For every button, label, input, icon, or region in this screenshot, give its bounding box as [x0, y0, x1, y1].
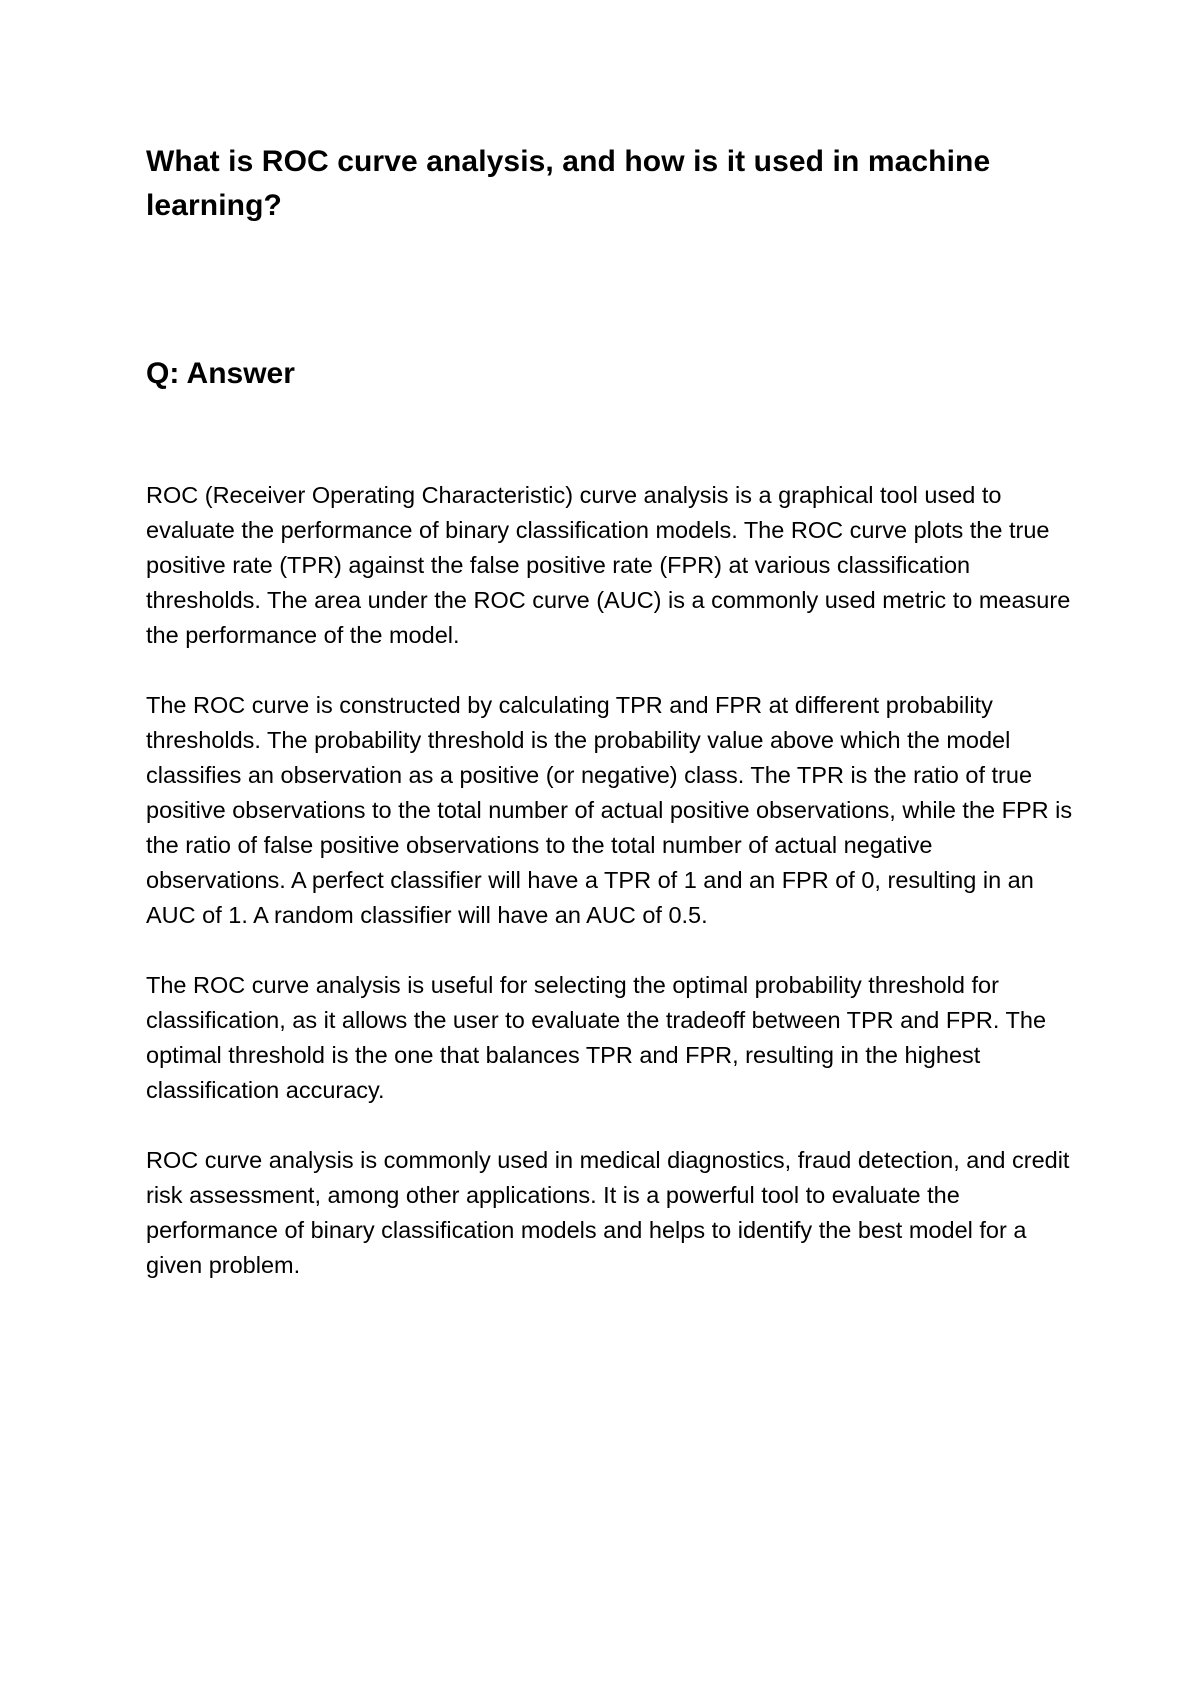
answer-body — [146, 478, 1076, 1283]
document-content — [146, 140, 1076, 1318]
document-title: What is ROC curve analysis, and how is it used in machine learning? — [146, 145, 991, 222]
answer-heading: Q: Answer — [146, 357, 295, 390]
paragraph-2: The ROC curve is constructed by calculating TPR and FPR at different probability thresholds. The probability threshold is the probability value above which the model classifies an observation as a positive (or negative) class. The TPR is the ratio of true positive observations to the total number of actual positive observations, while the FPR is the ratio of false positive observations to the total number of actual negative observations. A perfect classifier will have a TPR of 1 and an FPR of 0, resulting in an AUC of 1. A random classifier will have an AUC of 0.5. — [146, 692, 1073, 928]
paragraph-1: ROC (Receiver Operating Characteristic) curve analysis is a graphical tool used to evaluate the performance of binary classification models. The ROC curve plots the true positive rate (TPR) against the false positive rate (FPR) at various classification thresholds. The area under the ROC curve (AUC) is a commonly used metric to measure the performance of the model. — [146, 482, 1071, 648]
paragraph-4: ROC curve analysis is commonly used in medical diagnostics, fraud detection, and credit risk assessment, among other applications. It is a powerful tool to evaluate the performance of binary classification models and helps to identify the best model for a given problem. — [146, 1147, 1070, 1278]
paragraph-3: The ROC curve analysis is useful for selecting the optimal probability threshold for classification, as it allows the user to evaluate the tradeoff between TPR and FPR. The optimal threshold is the one that balances TPR and FPR, resulting in the highest classification accuracy. — [146, 972, 1047, 1103]
